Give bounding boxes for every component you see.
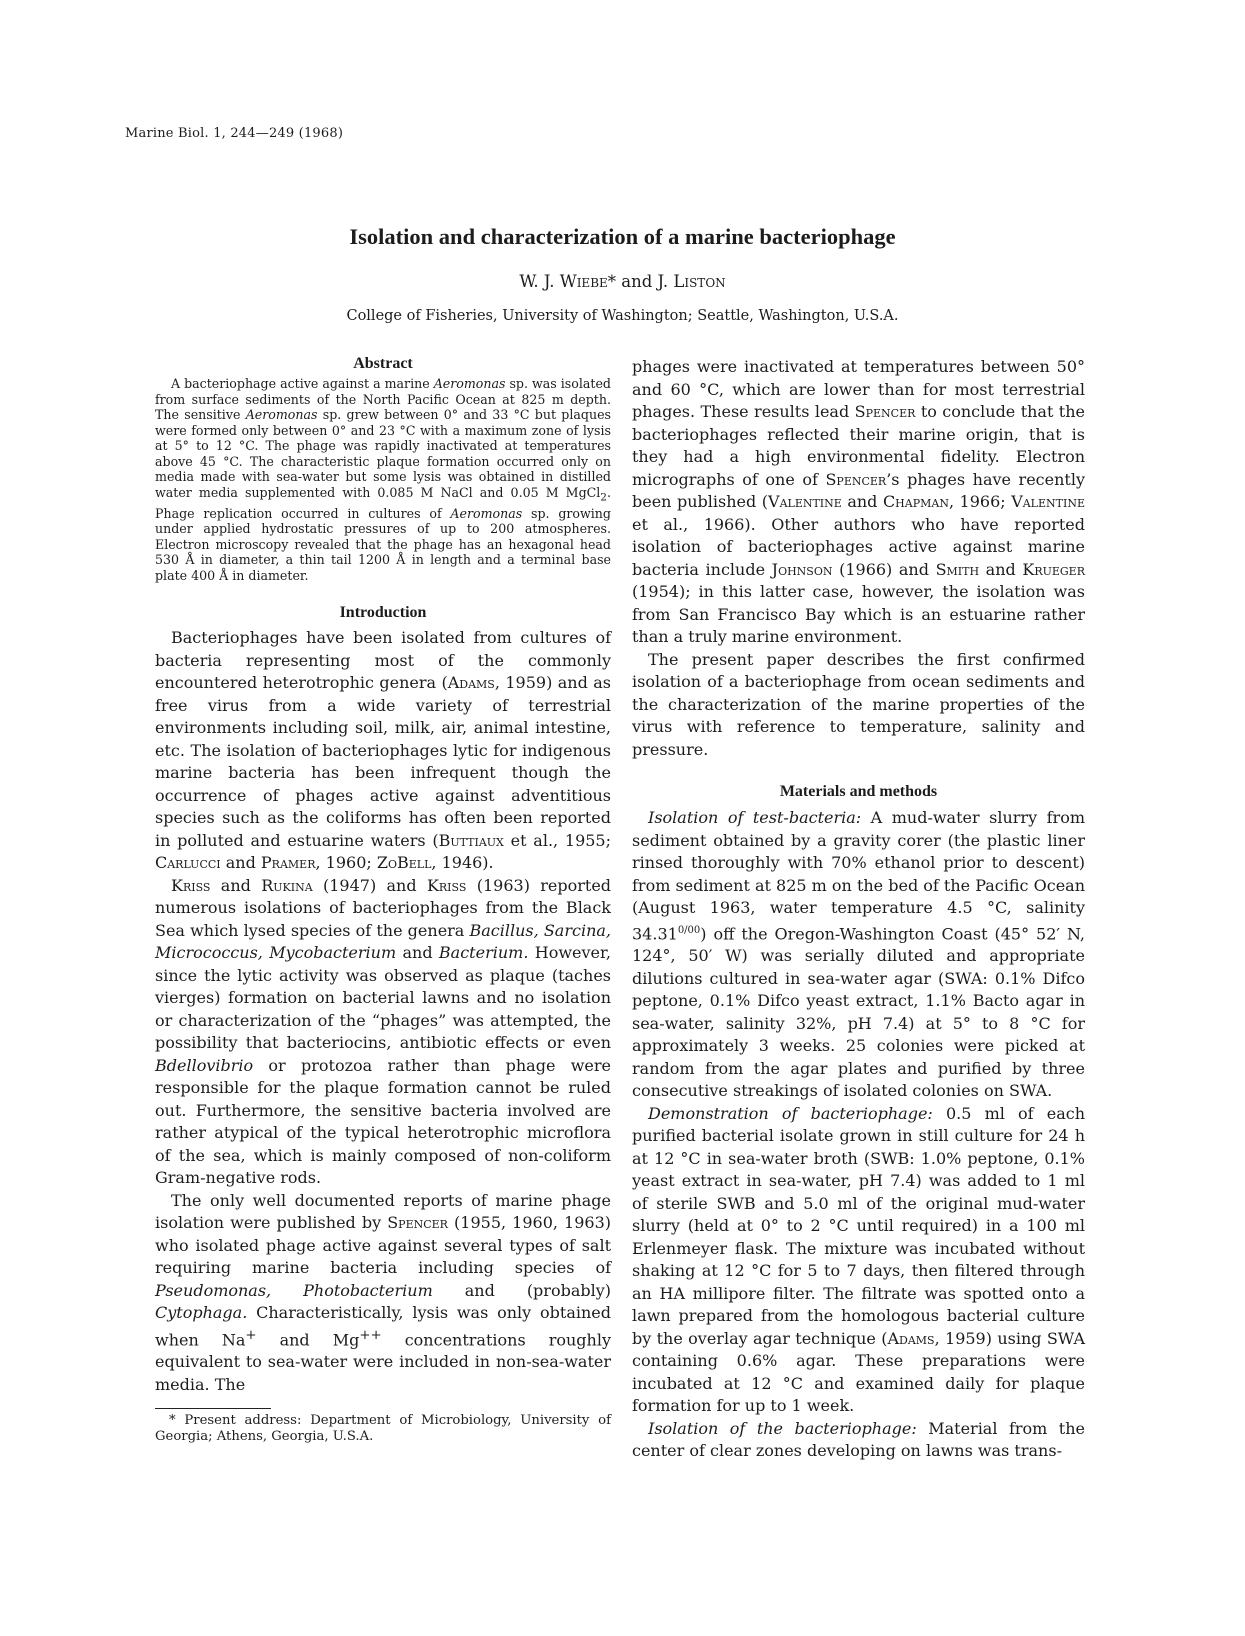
cited-author: Spencer bbox=[825, 469, 887, 489]
cited-author: Valentine bbox=[1011, 492, 1085, 511]
body-text: et al., 1966). Other authors who have reported isolation of bacteriophages active against marine bacteria include bbox=[632, 514, 1085, 579]
body-text: 0.5 ml of each purified bacterial isolate grown in still culture for 24 h at 12 °C in sea-water broth (SWB: 1.0% peptone, 0.1% yeast extract in sea-water, pH 7.4) was added to 1 ml of sterile SWB and 5.0 ml of the original mud-water slurry (held at 0° to 2 °C until required) in a 100 ml Erlenmeyer flask. The mixture was incubated without shaking at 12 °C for 5 to 7 days, then filtered through an HA millipore filter. The filtrate was spotted onto a lawn prepared from the homologous bacterial culture by the overlay agar technique ( bbox=[632, 1103, 1085, 1348]
cited-author: Carlucci bbox=[155, 853, 221, 873]
body-text: ’s phages have recently been published ( bbox=[632, 469, 1085, 511]
intro-paragraph-3 bbox=[155, 1190, 611, 1397]
superscript: + bbox=[245, 1327, 257, 1343]
body-text: Material from the center of clear zones developing on lawns was trans- bbox=[632, 1418, 1085, 1461]
author-conjunction: and J. bbox=[621, 272, 669, 291]
cited-author: Rukina bbox=[261, 875, 313, 895]
body-text: (1955, 1960, 1963) who isolated phage active against several types of salt requiring marine bacteria including species of bbox=[155, 1213, 612, 1278]
cited-author: Pramer bbox=[260, 853, 316, 873]
body-text: A mud-water slurry from sediment obtained by a gravity corer (the plastic liner rinsed thoroughly with 70% ethanol prior to descent) from sediment at 825 m on the bed of the Pacific Ocean (August 1963, water temperature 4.5 °C, salinity 34.31 bbox=[632, 808, 1085, 943]
subscript: 2 bbox=[600, 491, 607, 504]
body-text: concentrations roughly equivalent to sea-water were included in non-sea-water media. The bbox=[155, 1329, 611, 1394]
abstract-heading: Abstract bbox=[353, 355, 413, 372]
subsection-label: Isolation of test-bacteria: bbox=[648, 808, 862, 827]
abstract-paragraph bbox=[155, 376, 611, 583]
introduction-heading: Introduction bbox=[339, 604, 427, 622]
body-text: and (probably) bbox=[464, 1280, 611, 1300]
intro-paragraph-1 bbox=[155, 627, 611, 875]
genus-name: Aeromonas bbox=[450, 505, 523, 521]
article-title: Isolation and characterization of a marine bacteriophage bbox=[349, 224, 896, 249]
body-text: et al., 1955; bbox=[503, 830, 612, 850]
abstract-text: sp. was isolated from surface sediments of the North Pacific Ocean at 825 m depth. The sensitive bbox=[155, 376, 611, 422]
methods-paragraph-3 bbox=[632, 1418, 1085, 1463]
abstract-text: sp. growing under applied hydrostatic pressures of up to 200 atmospheres. Electron microscopy revealed that the phage has an hexagonal head 530 Å in diameter, a thin tail 1200 Å in length and a terminal base plate 400 Å in diameter. bbox=[155, 505, 611, 583]
cited-author: Smith bbox=[935, 559, 980, 579]
body-text: (1966) and bbox=[839, 559, 929, 579]
cited-author: ZoBell bbox=[376, 853, 432, 873]
body-text: phages were inactivated at temperatures between 50° and 60 °C, which are lower than for most terrestrial phages. These results lead bbox=[632, 357, 1085, 421]
footnote-divider bbox=[155, 1408, 271, 1409]
affiliation: College of Fisheries, University of Washington; Seattle, Washington, U.S.A. bbox=[346, 308, 899, 324]
cited-author: Chapman bbox=[882, 492, 949, 511]
methods-heading: Materials and methods bbox=[779, 783, 938, 800]
body-text: , 1966; bbox=[948, 492, 1006, 511]
body-text: and bbox=[220, 875, 251, 895]
body-text: Characteristically, lysis was only obtained when Na bbox=[155, 1303, 611, 1349]
author1-surname: Wiebe bbox=[559, 272, 608, 291]
body-text: or protozoa rather than phage were responsible for the plaque formation cannot be ruled out. Furthermore, the sensitive bacteria involved are rather atypical of the typical heterotrophic microflora of the sea, which is mainly composed of non-coliform Gram-negative rods. bbox=[155, 1055, 611, 1188]
cited-author: Spencer bbox=[387, 1213, 448, 1233]
body-text: However, since the lytic activity was observed as plaque (taches vierges) formation on bacterial lawns and no isolation or characterization of the “phages” was attempted, the possibility that bacteriocins, antibiotic effects or even bbox=[155, 943, 611, 1053]
subsection-label: Demonstration of bacteriophage: bbox=[648, 1103, 933, 1123]
cited-author: Johnson bbox=[771, 559, 833, 579]
intro-paragraph-4: The present paper describes the first confirmed isolation of a bacteriophage from ocean sediments and the characterization of the marine properties of the virus with reference to temperature, salinity and pressure. bbox=[632, 649, 1085, 759]
body-text: , 1959) using SWA containing 0.6% agar. These preparations were incubated at 12 °C and examined daily for plaque formation for up to 1 week. bbox=[632, 1328, 1085, 1416]
body-text: , 1946). bbox=[431, 853, 494, 873]
genus-name: Cytophaga. bbox=[155, 1303, 248, 1323]
body-text: and Mg bbox=[256, 1329, 360, 1349]
cited-author: Kriss bbox=[426, 875, 467, 895]
body-text: Bacteriophages have been isolated from cultures of bacteria representing most of the commonly encountered heterotrophic genera ( bbox=[155, 628, 611, 693]
subsection-label: Isolation of the bacteriophage: bbox=[648, 1418, 917, 1438]
methods-paragraph-2 bbox=[632, 1103, 1085, 1418]
body-text: , 1959) and as free virus from a wide variety of terrestrial environments including soil, milk, air, animal intestine, etc. The isolation of bacteriophages lytic for indigenous marine bacteria has been infrequent though the occurrence of phages active against adventitious species such as the coliforms has often been reported in polluted and estuarine waters ( bbox=[155, 673, 612, 850]
body-text: ) off the Oregon-Washington Coast (45° 52′ N, 124°, 50′ W) was serially diluted and appropriate dilutions cultured in sea-water agar (SWA: 0.1% Difco peptone, 0.1% Difco yeast extract, 1.1% Bacto agar in sea-water, salinity 32%, pH 7.4) at 5° to 8 °C for approximately 3 weeks. 25 colonies were picked at random from the agar plates and purified by three consecutive streakings of isolated colonies on SWA. bbox=[632, 923, 1085, 1101]
body-text: (1954); in this latter case, however, the isolation was from San Francisco Bay which is an estuarine rather than a truly marine environment. bbox=[632, 582, 1085, 646]
superscript: ++ bbox=[359, 1327, 382, 1343]
right-column bbox=[632, 356, 1085, 1463]
footnote-marker: * bbox=[607, 272, 617, 291]
cited-author: Krueger bbox=[1022, 559, 1085, 579]
cited-author: Adams bbox=[447, 673, 495, 693]
cited-author: Buttiaux bbox=[438, 830, 504, 850]
genus-list: Bacillus, Sarcina, Micrococcus, Mycobacterium bbox=[155, 920, 612, 963]
permil-sign: 0/00 bbox=[677, 924, 701, 936]
body-text: The only well documented reports of marine phage isolation were published by bbox=[155, 1190, 611, 1233]
author-line bbox=[0, 272, 1245, 291]
genus-name: Bacterium. bbox=[438, 943, 529, 963]
cited-author: Valentine bbox=[768, 492, 842, 511]
genus-list: Pseudomonas, Photobacterium bbox=[155, 1280, 433, 1300]
body-text: (1947) and bbox=[323, 875, 417, 895]
footnote: * Present address: Department of Microbiology, University of Georgia; Athens, Georgia, U.S.A. bbox=[155, 1413, 611, 1445]
body-text: and bbox=[847, 492, 878, 511]
abstract-text: A bacteriophage active against a marine bbox=[171, 376, 430, 391]
body-text: and bbox=[225, 853, 256, 873]
body-text: and bbox=[985, 559, 1016, 579]
body-text: to conclude that the bacteriophages reflected their marine origin, that is they had a high environmental fidelity. Electron micrographs of one of bbox=[632, 402, 1086, 489]
methods-paragraph-1 bbox=[632, 807, 1085, 1103]
cited-author: Kriss bbox=[171, 875, 211, 895]
abstract-text: . Phage replication occurred in cultures of bbox=[155, 484, 611, 521]
genus-name: Aeromonas bbox=[245, 407, 318, 422]
body-text: , 1960; bbox=[315, 853, 372, 873]
genus-name: Aeromonas bbox=[433, 376, 506, 391]
genus-name: Bdellovibrio bbox=[155, 1055, 254, 1075]
left-column bbox=[155, 355, 611, 1445]
cited-author: Adams bbox=[887, 1328, 935, 1348]
body-text: and bbox=[402, 943, 433, 963]
author1-initials: W. J. bbox=[519, 272, 555, 291]
abstract-text: sp. grew between 0° and 33 °C but plaques were formed only between 0° and 23 °C with a maximum zone of lysis at 5° to 12 °C. The phage was rapidly inactivated at temperatures above 45 °C. The characteristic plaque formation occurred only on media made with sea-water but some lysis was obtained in distilled water media supplemented with 0.085 M NaCl and 0.05 M MgCl bbox=[155, 407, 611, 500]
cited-author: Spencer bbox=[854, 402, 916, 421]
journal-reference: Marine Biol. 1, 244—249 (1968) bbox=[125, 126, 344, 141]
intro-paragraph-2 bbox=[155, 875, 611, 1190]
body-text: (1963) reported numerous isolations of bacteriophages from the Black Sea which lysed species of the genera bbox=[155, 875, 612, 940]
author2-surname: Liston bbox=[673, 272, 726, 291]
intro-paragraph-3-continued bbox=[632, 356, 1085, 649]
